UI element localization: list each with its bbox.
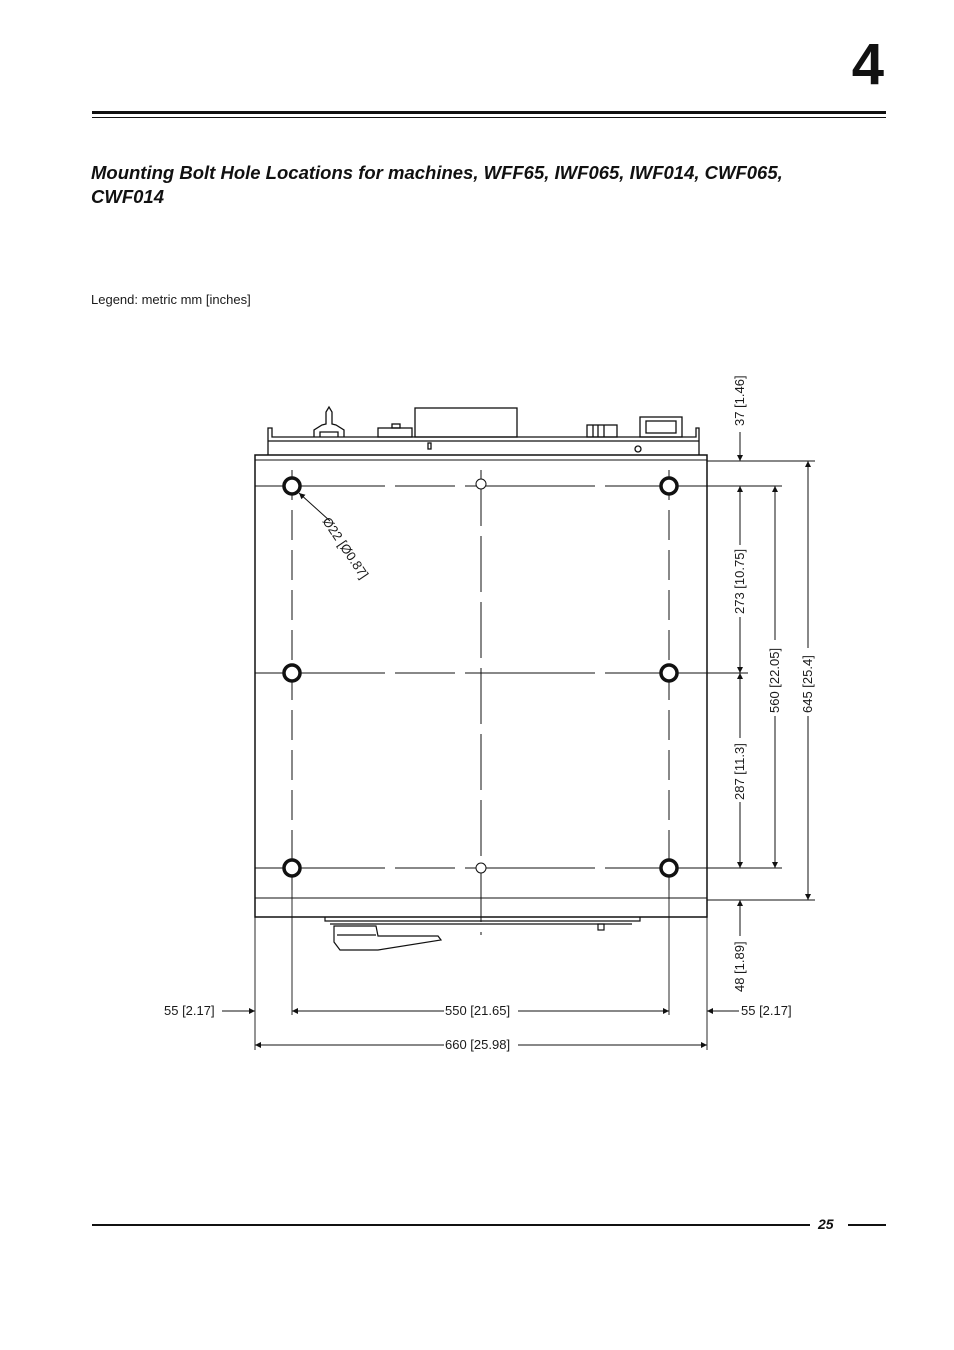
dim-bolt-width: 550 [21.65]	[445, 1003, 511, 1018]
footer-rule-end	[848, 1224, 886, 1226]
bolt-hole	[661, 665, 677, 681]
bolt-hole	[284, 478, 300, 494]
machine-handle	[325, 917, 640, 950]
dim-lower-span: 287 [11.3]	[732, 743, 747, 800]
dim-left-offset: 55 [2.17]	[164, 1003, 215, 1018]
dim-upper-span: 273 [10.75]	[732, 548, 747, 614]
dim-overall-depth: 645 [25.4]	[800, 655, 815, 713]
bolt-hole	[284, 860, 300, 876]
footer-rule	[92, 1224, 810, 1226]
bolt-hole	[284, 665, 300, 681]
bolt-hole	[661, 860, 677, 876]
dim-right-offset: 55 [2.17]	[741, 1003, 792, 1018]
center-mark	[476, 479, 486, 489]
page-title: Mounting Bolt Hole Locations for machines, WFF65, IWF065, IWF014, CWF065, CWF014	[91, 162, 783, 207]
page-number: 25	[818, 1216, 834, 1232]
center-mark	[476, 863, 486, 873]
bolt-hole	[661, 478, 677, 494]
dim-bottom-offset: 48 [1.89]	[732, 941, 747, 992]
dim-bolt-depth: 560 [22.05]	[767, 647, 782, 713]
dim-overall-width: 660 [25.98]	[445, 1037, 511, 1052]
legend-text: Legend: metric mm [inches]	[91, 292, 251, 307]
hole-leader	[299, 493, 330, 521]
dim-top-offset: 37 [1.46]	[732, 375, 747, 426]
hole-diameter-label: Ø22 [Ø0.87]	[319, 514, 372, 582]
machine-top-outline	[268, 407, 699, 455]
chapter-number: 4	[851, 32, 884, 97]
